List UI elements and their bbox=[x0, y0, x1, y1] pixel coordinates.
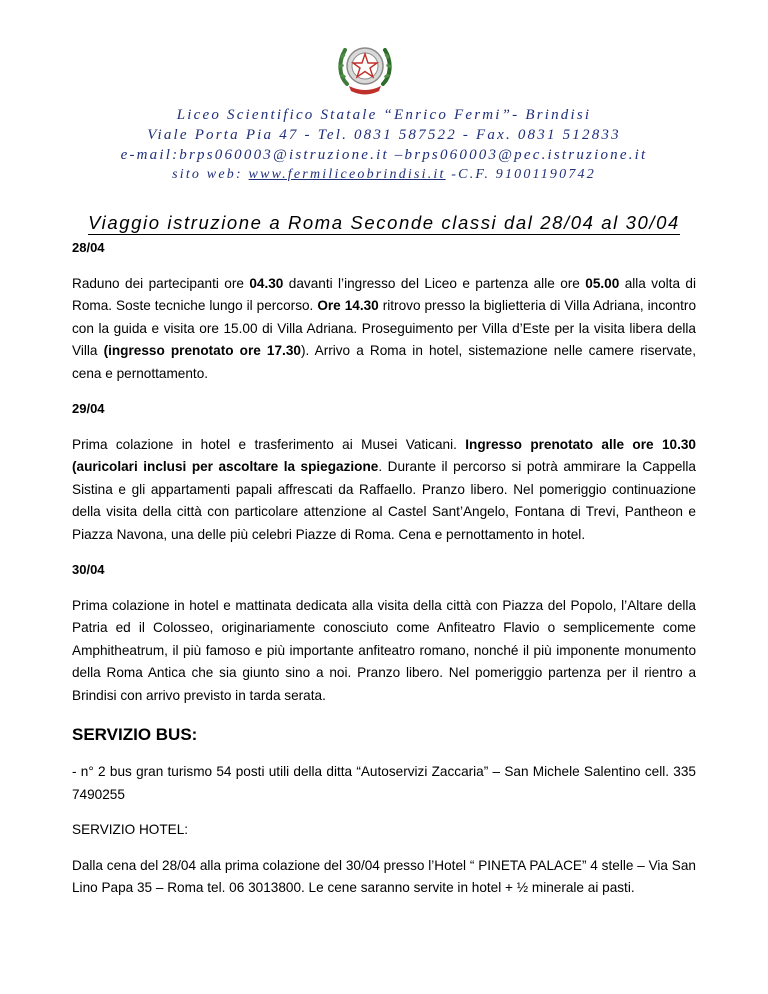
school-website-line bbox=[0, 167, 768, 183]
day1-paragraph: Raduno dei partecipanti ore 04.30 davanti l’ingresso del Liceo e partenza alle ore 05.00 alla volta di Roma. Soste tecniche lungo il percorso. Ore 14.30 ritrovo presso la biglietteria di Villa Adriana, incontro con la guida e visita ore 15.00 di Villa Adriana. Proseguimento per Villa d’Este per la visita libera della Villa (ingresso prenotato ore 17.30). Arrivo a Roma in hotel, sistemazione nelle camere riservate, cena e pernottamento. bbox=[72, 275, 697, 381]
document-title: Viaggio istruzione a Roma Seconde classi dal 28/04 al 30/04 bbox=[88, 212, 680, 233]
hotel-heading: SERVIZIO HOTEL: bbox=[72, 822, 189, 837]
day1-date: 28/04 bbox=[72, 240, 105, 255]
day2-paragraph: Prima colazione in hotel e trasferimento ai Musei Vaticani. Ingresso prenotato alle ore 10.30 (auricolari inclusi per ascoltare la spiegazione. Durante il percorso si potrà ammirare la Cappella Sistina e gli appartamenti papali affrescati da Raffaello. Pranzo libero. Nel pomeriggio continuazione della visita della città con particolare attenzione al Castel Sant’Angelo, Fontana di Trevi, Pantheon e Piazza Navona, una delle più celebri Piazze di Roma. Cena e pernottamento in hotel. bbox=[72, 436, 696, 542]
bus-heading: SERVIZIO BUS: bbox=[72, 725, 198, 744]
tax-code: -C.F. 91001190742 bbox=[445, 167, 596, 182]
day3-paragraph: Prima colazione in hotel e mattinata dedicata alla visita della città con Piazza del Popolo, l’Altare della Patria ed il Colosseo, originariamente conosciuto come Anfiteatro Flavio o semplicemente come Amphitheatrum, il più famoso e più importante anfiteatro romano, nonché il più imponente monumento della Roma Antica che sia giunto sino a noi. Pranzo libero. Nel pomeriggio partenza per il rientro a Brindisi con arrivo previsto in tarda serata. bbox=[72, 597, 696, 703]
bus-paragraph: - n° 2 bus gran turismo 54 posti utili della ditta “Autoservizi Zaccaria” – San Michele Salentino cell. 335 7490255 bbox=[72, 764, 696, 802]
day3-date: 30/04 bbox=[72, 562, 105, 577]
day2-date: 29/04 bbox=[72, 401, 105, 416]
italian-republic-emblem-icon bbox=[333, 36, 397, 100]
hotel-paragraph: Dalla cena del 28/04 alla prima colazione del 30/04 presso l’Hotel “ PINETA PALACE” 4 stelle – Via San Lino Papa 35 – Roma tel. 06 3013800. Le cene saranno servite in hotel + ½ minerale ai pasti. bbox=[72, 857, 696, 895]
school-name: Liceo Scientifico Statale “Enrico Fermi”- Brindisi bbox=[176, 107, 592, 123]
document-body bbox=[72, 237, 696, 900]
school-address: Viale Porta Pia 47 - Tel. 0831 587522 - Fax. 0831 512833 bbox=[147, 127, 621, 143]
website-link[interactable]: www.fermiliceobrindisi.it bbox=[248, 167, 446, 182]
school-email: e-mail:brps060003@istruzione.it –brps060003@pec.istruzione.it bbox=[120, 147, 648, 163]
website-prefix: sito web: bbox=[172, 167, 249, 182]
